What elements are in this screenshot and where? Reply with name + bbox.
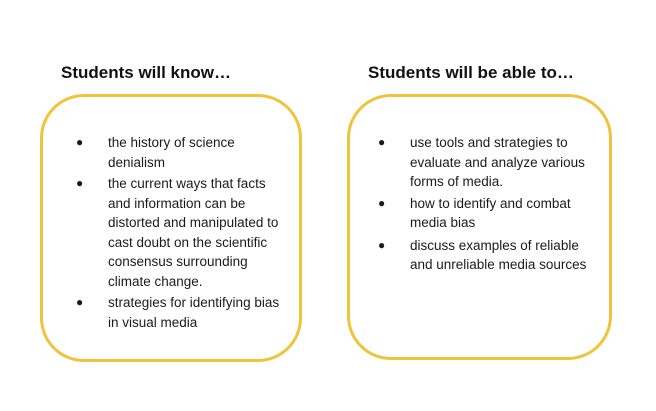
list-item (378, 236, 598, 275)
bullet-icon: ● (378, 195, 386, 210)
list-item (76, 293, 282, 332)
list-item (378, 194, 598, 233)
list-item (76, 174, 282, 291)
bullet-icon: ● (76, 176, 84, 190)
list-item-text: the current ways that facts and information can be distorted and manipulated to cast doubt on the scientific consensus surrounding climate change. (108, 176, 279, 289)
list-item-text: strategies for identifying bias in visual media (108, 295, 280, 330)
heading-students-will-know: Students will know… (61, 63, 232, 82)
list-item (76, 133, 282, 172)
list-item (378, 133, 598, 192)
know-list (76, 133, 282, 334)
bullet-icon: ● (76, 295, 84, 309)
list-item-text: use tools and strategies to evaluate and analyze various forms of media. (410, 135, 585, 189)
bullet-icon: ● (76, 135, 84, 149)
list-item-text: the history of science denialism (108, 135, 235, 170)
heading-students-will-be-able-to: Students will be able to… (368, 63, 574, 82)
able-to-list (378, 133, 598, 277)
bullet-icon: ● (378, 237, 386, 252)
list-item-text: how to identify and combat media bias (410, 195, 571, 230)
bullet-icon: ● (378, 135, 386, 149)
list-item-text: discuss examples of reliable and unreliable media sources (410, 237, 587, 272)
